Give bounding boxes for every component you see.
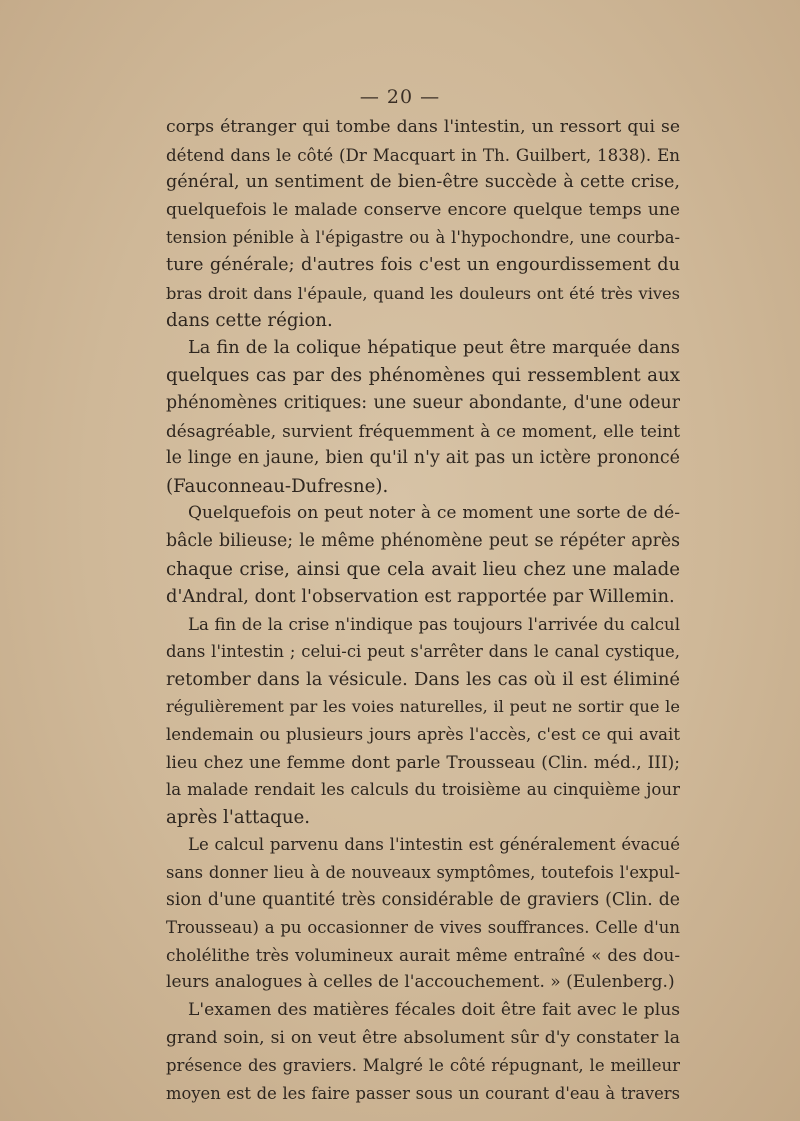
text-line: détend dans le côté (Dr Macquart in Th. Guilbert, 1838). En — [166, 145, 680, 165]
text-line: régulièrement par les voies naturelles, il peut ne sortir que le — [166, 697, 680, 717]
text-line: cholélithe très volumineux aurait même entraîné « des dou- — [166, 944, 680, 965]
text-line: dans cette région. — [166, 310, 333, 332]
text-line: Le calcul parvenu dans l'intestin est généralement évacué — [188, 835, 680, 855]
text-line: Quelquefois on peut noter à ce moment une sorte de dé- — [188, 503, 680, 524]
text-line: phénomènes critiques: une sueur abondante, d'une odeur — [166, 392, 680, 413]
text-line: bras droit dans l'épaule, quand les douleurs ont été très vives — [166, 283, 680, 303]
text-line: chaque crise, ainsi que cela avait lieu chez une malade — [166, 558, 680, 580]
text-line: tension pénible à l'épigastre ou à l'hypochondre, une courba- — [166, 228, 680, 248]
text-line: quelquefois le malade conserve encore quelque temps une — [166, 199, 680, 220]
text-line: L'examen des matières fécales doit être fait avec le plus — [188, 1000, 680, 1020]
body-text — [166, 114, 680, 1107]
text-line: La fin de la colique hépatique peut être marquée dans — [188, 337, 680, 358]
text-line: d'Andral, dont l'observation est rapportée par Willemin. — [166, 586, 675, 608]
text-line: après l'attaque. — [166, 806, 311, 828]
text-line: moyen est de les faire passer sous un courant d'eau à travers — [166, 1083, 680, 1103]
text-line: lieu chez une femme dont parle Trousseau (Clin. méd., III); — [166, 751, 680, 772]
text-line: grand soin, si on veut être absolument sûr d'y constater la — [166, 1027, 680, 1048]
text-line: quelques cas par des phénomènes qui ressemblent aux — [166, 365, 680, 387]
text-line: bâcle bilieuse; le même phénomène peut se répéter après — [166, 530, 680, 551]
text-line: le linge en jaune, bien qu'il n'y ait pas un ictère prononcé — [166, 448, 680, 469]
text-line: sion d'une quantité très considérable de graviers (Clin. de — [166, 889, 680, 910]
text-line: Trousseau) a pu occasionner de vives souffrances. Celle d'un — [166, 918, 680, 938]
text-line: désagréable, survient fréquemment à ce moment, elle teint — [166, 420, 680, 441]
text-line: retomber dans la vésicule. Dans les cas où il est éliminé — [166, 668, 680, 690]
text-line: La fin de la crise n'indique pas toujours l'arrivée du calcul — [188, 614, 680, 634]
page-number: — 20 — — [359, 86, 441, 108]
text-line: corps étranger qui tombe dans l'intestin, un ressort qui se — [166, 117, 680, 137]
text-line: la malade rendait les calculs du troisième au cinquième jour — [166, 780, 680, 800]
text-line: leurs analogues à celles de l'accouchement. » (Eulenberg.) — [166, 972, 675, 993]
text-line: présence des graviers. Malgré le côté répugnant, le meilleur — [166, 1056, 680, 1076]
text-line: dans l'intestin ; celui-ci peut s'arrêter dans le canal cystique, — [166, 642, 680, 662]
text-line: (Fauconneau-Dufresne). — [166, 475, 389, 497]
text-line: général, un sentiment de bien-être succède à cette crise, — [166, 172, 680, 193]
text-line: ture générale; d'autres fois c'est un engourdissement du — [166, 254, 680, 275]
text-line: sans donner lieu à de nouveaux symptômes, toutefois l'expul- — [166, 863, 680, 883]
text-line: lendemain ou plusieurs jours après l'accès, c'est ce qui avait — [166, 725, 680, 745]
